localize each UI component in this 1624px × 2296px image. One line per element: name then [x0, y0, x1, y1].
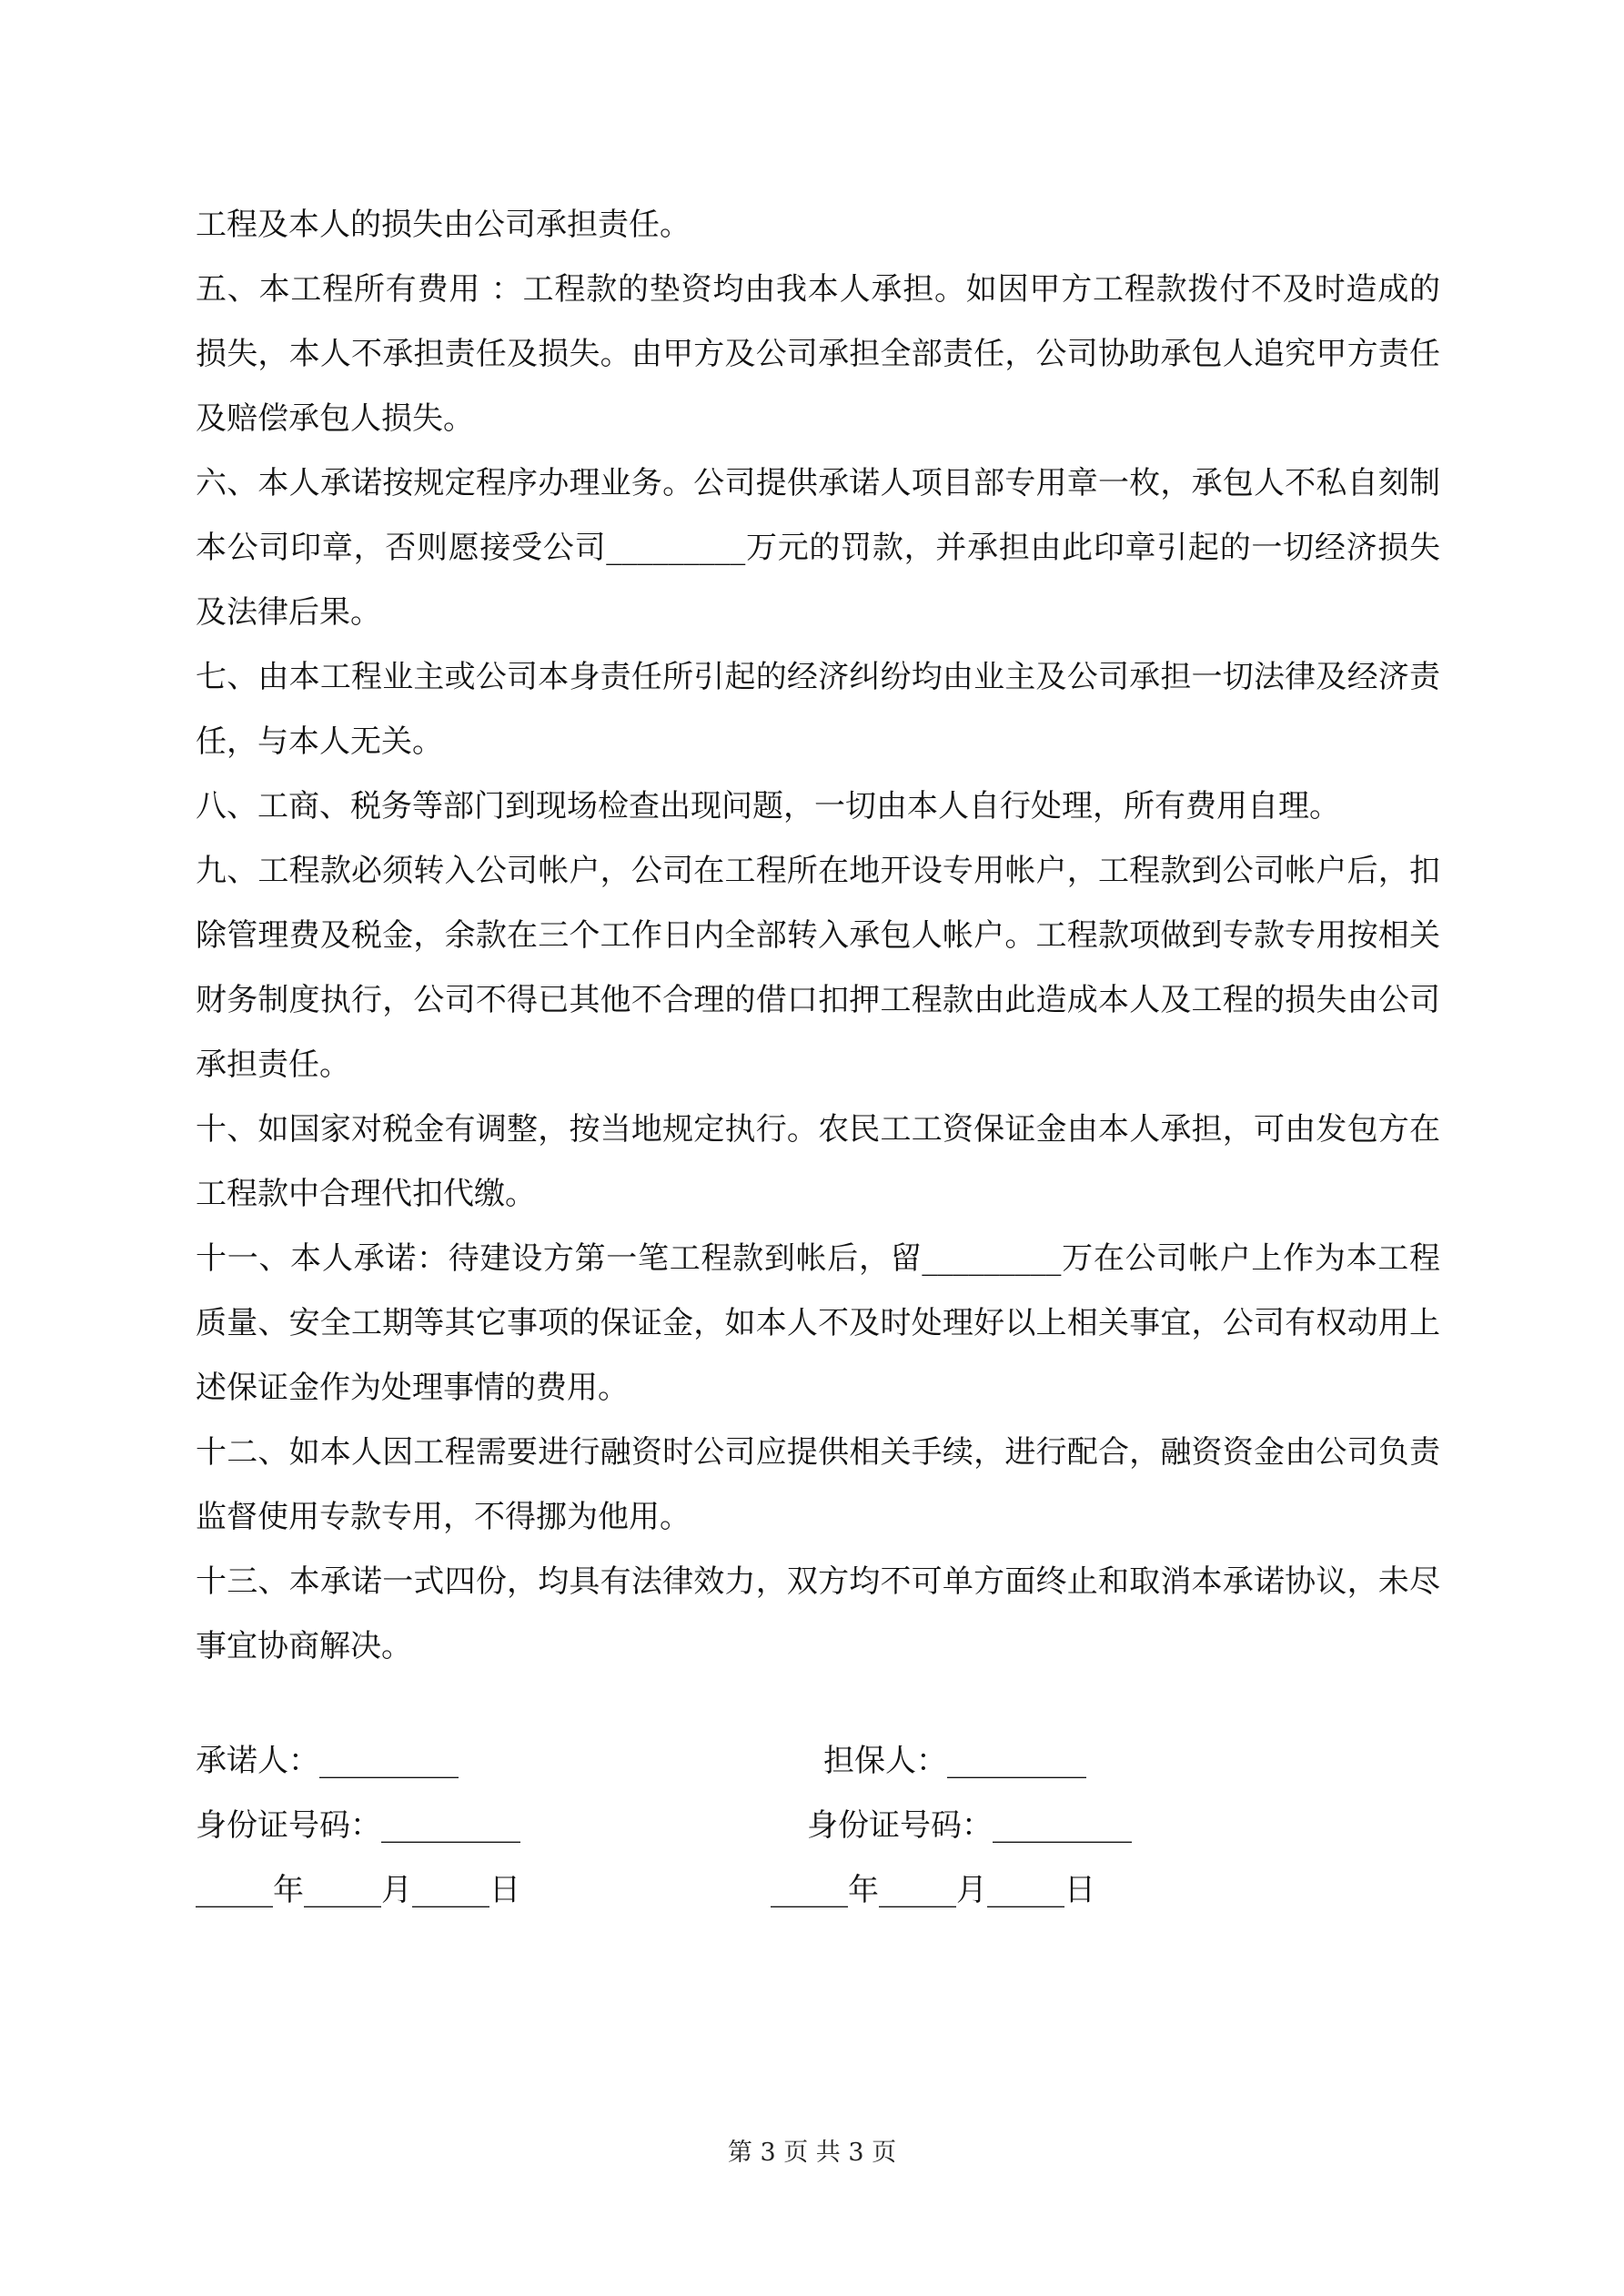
clause-6: 六、本人承诺按规定程序办理业务。公司提供承诺人项目部专用章一枚，承包人不私自刻制本公司印章，否则愿接受公司_________万元的罚款，并承担由此印章引起的一切经济损失及法律后果。 — [196, 465, 1440, 631]
promisor-label: 承诺人：_________ — [196, 1743, 459, 1779]
clause-11: 十一、本人承诺：待建设方第一笔工程款到帐后，留_________万在公司帐户上作为本工程质量、安全工期等其它事项的保证金，如本人不及时处理好以上相关事宜，公司有权动用上述保证金作为处理事情的费用。 — [196, 1240, 1440, 1406]
clause-13: 十三、本承诺一式四份，均具有法律效力，双方均不可单方面终止和取消本承诺协议，未尽事宜协商解决。 — [196, 1563, 1440, 1664]
clause-12: 十二、如本人因工程需要进行融资时公司应提供相关手续，进行配合，融资资金由公司负责监督使用专款专用，不得挪为他用。 — [196, 1434, 1440, 1535]
clause-9: 九、工程款必须转入公司帐户，公司在工程所在地开设专用帐户，工程款到公司帐户后，扣除管理费及税金，余款在三个工作日内全部转入承包人帐户。工程款项做到专款专用按相关财务制度执行，公司不得已其他不合理的借口扣押工程款由此造成本人及工程的损失由公司承担责任。 — [196, 853, 1440, 1083]
signature-row-ids — [196, 1794, 1440, 1858]
clause-10: 十、如国家对税金有调整，按当地规定执行。农民工工资保证金由本人承担，可由发包方在工程款中合理代扣代缴。 — [196, 1111, 1440, 1212]
signature-row-names — [196, 1729, 1440, 1794]
guarantor-date: _____年_____月_____日 — [771, 1872, 1095, 1908]
clause-7: 七、由本工程业主或公司本身责任所引起的经济纠纷均由业主及公司承担一切法律及经济责任，与本人无关。 — [196, 659, 1440, 760]
clause-5: 五、本工程所有费用 ：工程款的垫资均由我本人承担。如因甲方工程款拨付不及时造成的损失，本人不承担责任及损失。由甲方及公司承担全部责任，公司协助承包人追究甲方责任及赔偿承包人损失。 — [196, 271, 1440, 437]
clause-8: 八、工商、税务等部门到现场检查出现问题，一切由本人自行处理，所有费用自理。 — [196, 788, 1340, 824]
page-footer: 第 3 页 共 3 页 — [727, 2139, 897, 2167]
guarantor-label: 担保人：_________ — [823, 1743, 1086, 1779]
guarantor-id-label: 身份证号码：_________ — [807, 1807, 1132, 1844]
signature-block — [196, 1729, 1440, 1923]
promisor-date: _____年_____月_____日 — [196, 1872, 520, 1908]
document-body — [196, 193, 1440, 1679]
signature-row-dates — [196, 1858, 1440, 1923]
promisor-id-label: 身份证号码：_________ — [196, 1807, 520, 1844]
paragraph-continuation: 工程及本人的损失由公司承担责任。 — [196, 207, 691, 243]
